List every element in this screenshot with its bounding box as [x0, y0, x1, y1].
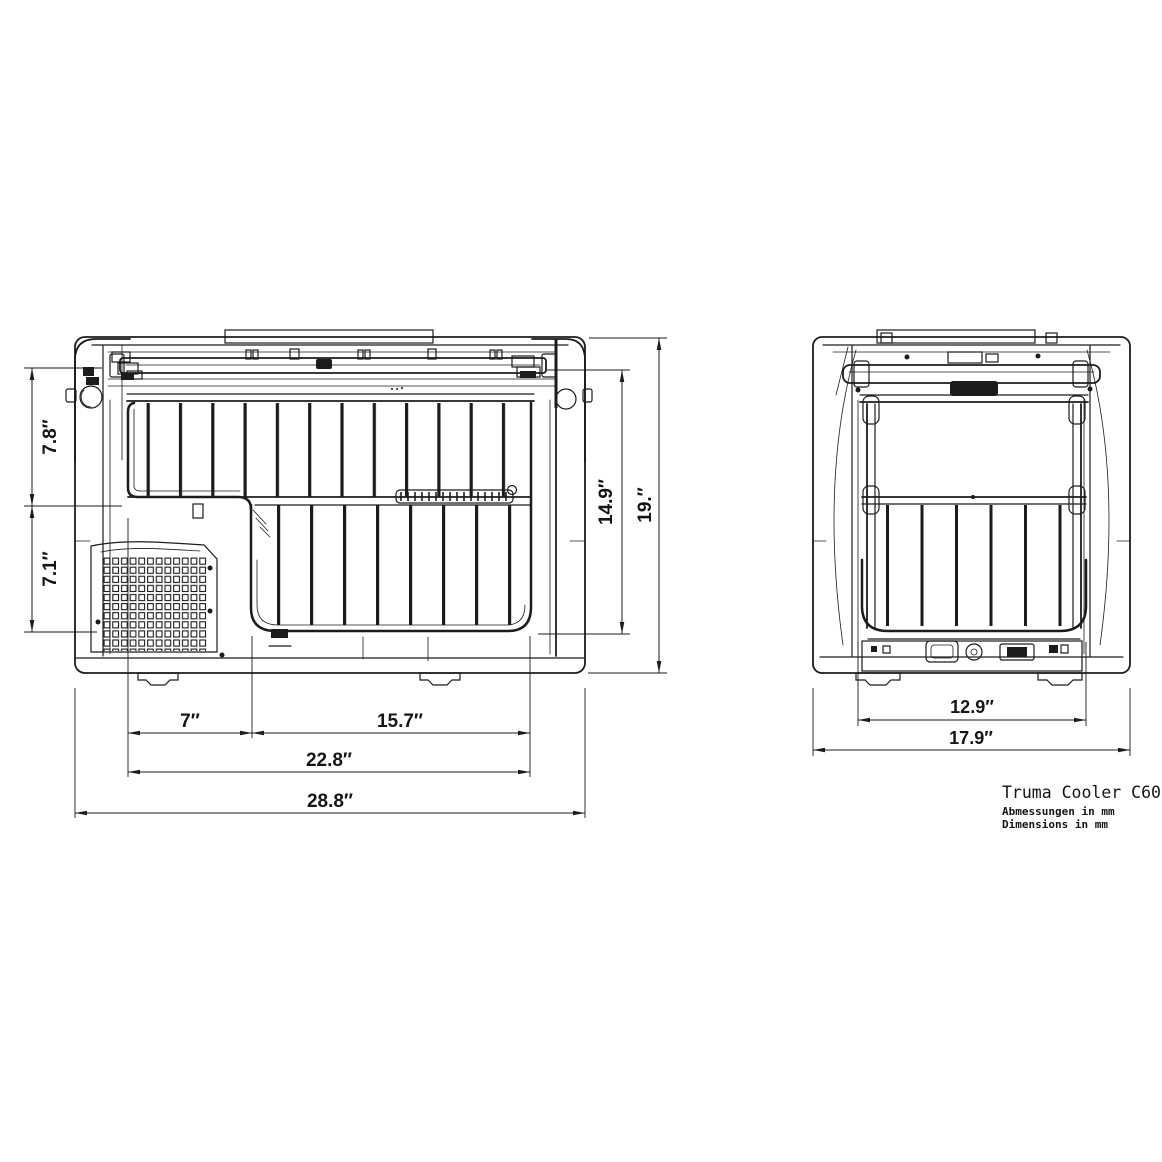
- dim-label-28-8: 28.8″: [306, 791, 354, 812]
- dim-label-7-1: 7.1″: [40, 551, 61, 587]
- basket-bars-upper: [146, 403, 534, 497]
- dim-label-7: 7″: [180, 711, 200, 732]
- dim-label-19: 19.″: [635, 487, 656, 523]
- dim-label-22-8: 22.8″: [305, 750, 353, 771]
- lid-latch: [950, 381, 998, 396]
- subtitle-english: Dimensions in mm: [1002, 818, 1108, 831]
- subtitle-german: Abmessungen in mm: [1002, 805, 1115, 818]
- vent-grille: [103, 557, 207, 651]
- dim-label-17-9: 17.9″: [949, 728, 993, 748]
- basket-bars-lower: [264, 505, 530, 625]
- dim-label-7-8: 7.8″: [40, 419, 61, 455]
- dim-label-12-9: 12.9″: [950, 697, 994, 717]
- basket-bars-side: [884, 505, 1064, 626]
- basket-clamp: [271, 629, 288, 638]
- compressor-vent-panel: [91, 542, 225, 658]
- product-title: Truma Cooler C60: [1002, 783, 1161, 802]
- handle-buckle: [316, 359, 332, 369]
- dim-label-15-7: 15.7″: [376, 711, 424, 732]
- dim-label-14-9: 14.9″: [596, 478, 617, 526]
